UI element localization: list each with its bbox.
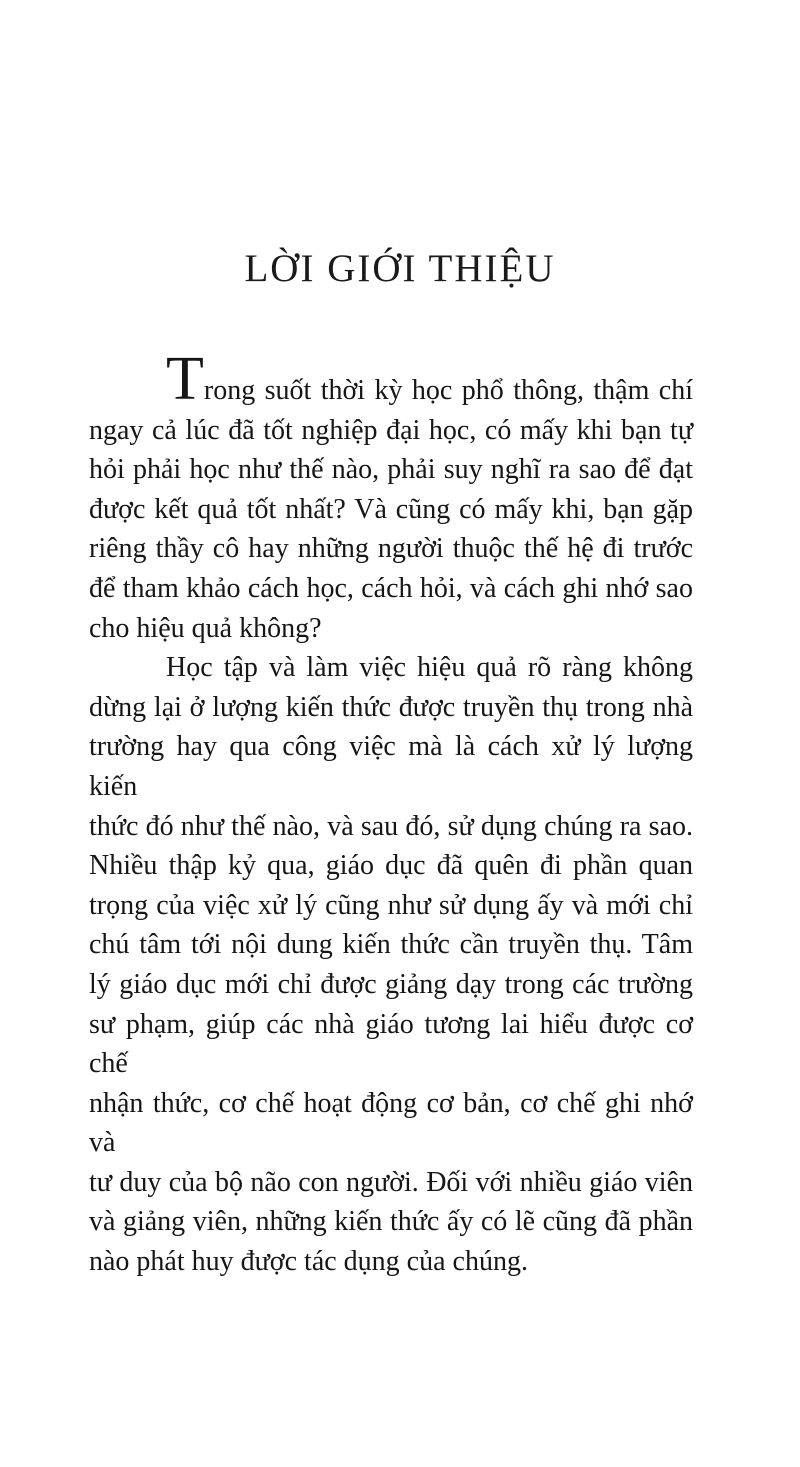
paragraph-line: tư duy của bộ não con người. Đối với nhiều giáo viên — [89, 1166, 693, 1198]
raised-initial-cap: T — [166, 345, 204, 413]
paragraph-line: Nhiều thập kỷ qua, giáo dục đã quên đi phần quan — [89, 850, 693, 882]
paragraph-line: để tham khảo cách học, cách hỏi, và cách ghi nhớ sao — [89, 572, 693, 604]
paragraph-line: trường hay qua công việc mà là cách xử lý lượng kiến — [89, 731, 693, 802]
paragraph-line: nhận thức, cơ chế hoạt động cơ bản, cơ chế ghi nhớ và — [89, 1087, 693, 1159]
paragraph-line: dừng lại ở lượng kiến thức được truyền thụ trong nhà — [89, 691, 693, 723]
paragraph-line: trọng của việc xử lý cũng như sử dụng ấy và mới chỉ — [89, 889, 693, 921]
paragraph-line: và giảng viên, những kiến thức ấy có lẽ cũng đã phần — [89, 1206, 693, 1238]
chapter-title: LỜI GIỚI THIỆU — [244, 247, 556, 290]
paragraph-line: chú tâm tới nội dung kiến thức cần truyền thụ. Tâm — [89, 929, 693, 961]
paragraph-line: Học tập và làm việc hiệu quả rõ ràng không — [166, 652, 693, 684]
paragraph-line: sư phạm, giúp các nhà giáo tương lai hiểu được cơ chế — [89, 1008, 693, 1080]
book-page — [0, 247, 800, 1467]
paragraph-line: riêng thầy cô hay những người thuộc thế hệ đi trước — [89, 533, 693, 565]
line-text: rong suốt thời kỳ học phổ thông, thậm chí — [203, 375, 693, 406]
paragraph-line: nào phát huy được tác dụng của chúng. — [89, 1246, 528, 1278]
body-text — [89, 345, 693, 1282]
paragraph-line: cho hiệu quả không? — [89, 612, 322, 644]
paragraph-line: thức đó như thế nào, và sau đó, sử dụng chúng ra sao. — [89, 810, 693, 842]
paragraph-line: lý giáo dục mới chỉ được giảng dạy trong các trường — [89, 968, 693, 1000]
paragraph-line: được kết quả tốt nhất? Và cũng có mấy khi, bạn gặp — [89, 493, 693, 525]
paragraph-line — [89, 345, 693, 413]
paragraph-line: ngay cả lúc đã tốt nghiệp đại học, có mấy khi bạn tự — [89, 414, 693, 446]
paragraph-line: hỏi phải học như thế nào, phải suy nghĩ ra sao để đạt — [89, 454, 693, 486]
